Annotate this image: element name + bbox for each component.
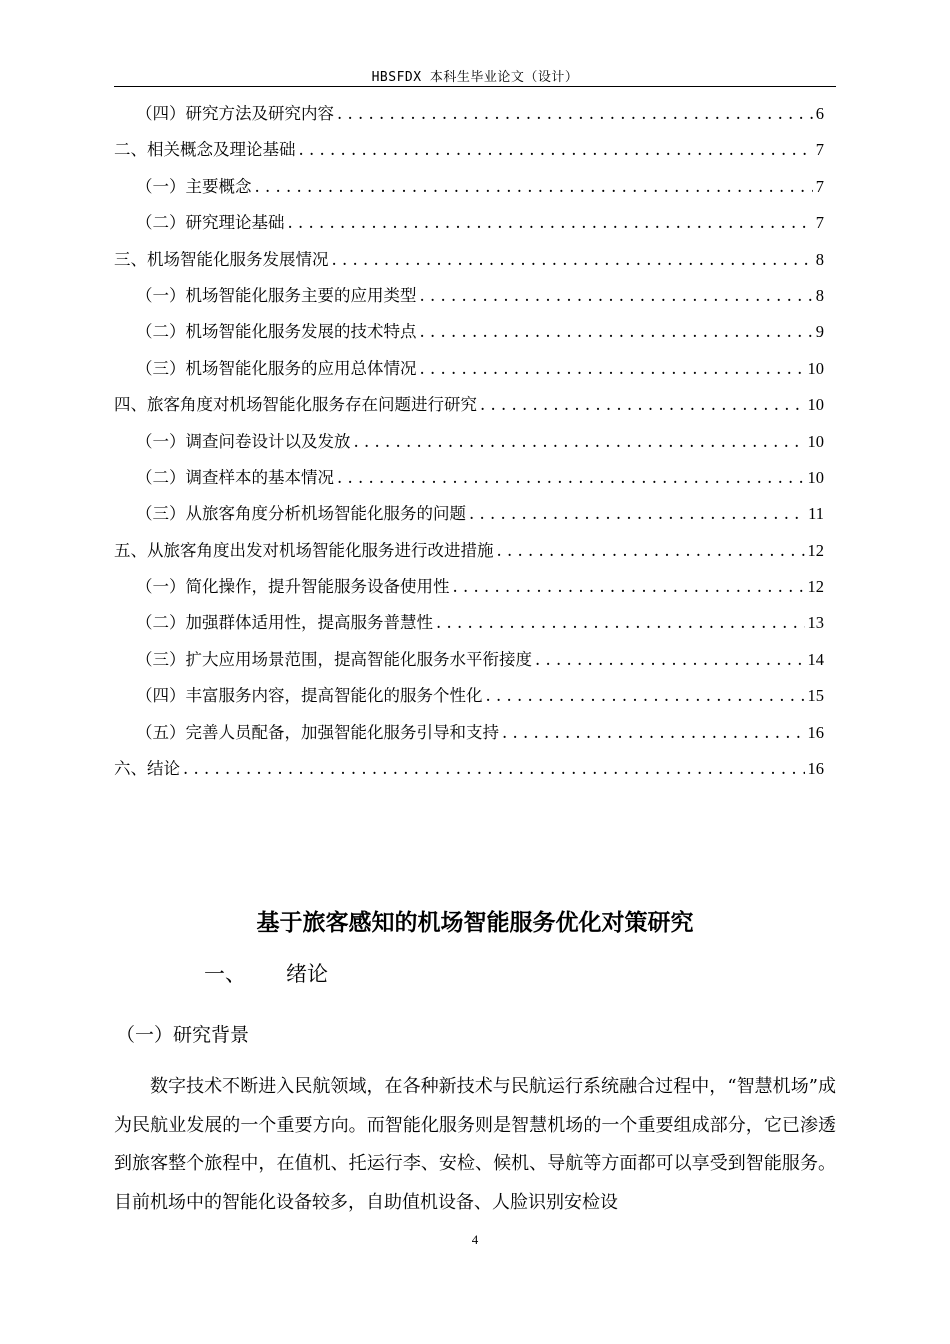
- toc-dot-leader: [436, 613, 805, 632]
- toc-dot-leader: [255, 177, 813, 196]
- toc-dot-leader: [337, 104, 813, 123]
- toc-dot-leader: [469, 504, 805, 523]
- toc-entry[interactable]: [114, 173, 824, 209]
- toc-entry-title: （四）研究方法及研究内容: [136, 104, 334, 123]
- toc-dot-leader: [299, 140, 813, 159]
- toc-dot-leader: [183, 759, 805, 778]
- toc-entry-title: 二、相关概念及理论基础: [114, 140, 296, 160]
- header-rule: [114, 86, 836, 87]
- toc-dot-leader: [288, 213, 813, 232]
- toc-dot-leader: [332, 250, 813, 269]
- toc-entry-title: （五）完善人员配备，加强智能化服务引导和支持: [136, 722, 499, 742]
- toc-dot-leader: [420, 322, 813, 341]
- toc-entry[interactable]: [114, 500, 824, 536]
- toc-dot-leader: [337, 468, 805, 487]
- toc-entry-page: 12: [807, 540, 824, 560]
- subsection-heading: （一）研究背景: [116, 1024, 250, 1046]
- toc-entry[interactable]: [114, 682, 824, 718]
- toc-entry-title: （二）研究理论基础: [136, 213, 285, 233]
- toc-entry-title: （二）机场智能化服务发展的技术特点: [136, 322, 417, 342]
- toc-entry-page: 9: [815, 322, 824, 342]
- section-heading: [204, 958, 328, 988]
- toc-entry[interactable]: [114, 646, 824, 682]
- toc-entry[interactable]: [114, 355, 824, 391]
- toc-entry[interactable]: [114, 136, 824, 172]
- toc-dot-leader: [480, 395, 805, 414]
- toc-entry[interactable]: [114, 100, 824, 136]
- toc-dot-leader: [535, 650, 805, 669]
- table-of-contents: [114, 100, 824, 791]
- toc-entry[interactable]: [114, 537, 824, 573]
- toc-entry-page: 10: [807, 467, 824, 487]
- toc-entry-title: （三）从旅客角度分析机场智能化服务的问题: [136, 504, 466, 524]
- toc-entry[interactable]: [114, 573, 824, 609]
- toc-entry[interactable]: [114, 755, 824, 791]
- toc-entry-title: 五、从旅客角度出发对机场智能化服务进行改进措施: [114, 540, 494, 560]
- toc-entry-title: （一）调查问卷设计以及发放: [136, 431, 351, 451]
- toc-entry-title: （一）机场智能化服务主要的应用类型: [136, 285, 417, 305]
- toc-entry-title: 六、结论: [114, 759, 180, 779]
- toc-entry-page: 15: [807, 686, 824, 706]
- toc-dot-leader: [420, 359, 805, 378]
- toc-entry-title: （一）主要概念: [136, 176, 252, 196]
- toc-entry[interactable]: [114, 246, 824, 282]
- toc-entry-title: （二）调查样本的基本情况: [136, 467, 334, 487]
- toc-entry-title: （二）加强群体适用性，提高服务普慧性: [136, 613, 433, 633]
- toc-entry-page: 16: [807, 759, 824, 779]
- toc-entry-page: 8: [815, 249, 824, 269]
- toc-entry-page: 7: [815, 213, 824, 233]
- page-number: 4: [471, 1232, 479, 1247]
- toc-dot-leader: [354, 432, 805, 451]
- toc-entry-title: （三）扩大应用场景范围，提高智能化服务水平衔接度: [136, 649, 532, 669]
- toc-entry-title: （四）丰富服务内容，提高智能化的服务个性化: [136, 686, 483, 706]
- toc-entry[interactable]: [114, 609, 824, 645]
- toc-dot-leader: [497, 541, 805, 560]
- toc-entry[interactable]: [114, 719, 824, 755]
- toc-dot-leader: [502, 723, 805, 742]
- toc-entry-page: 12: [807, 577, 824, 597]
- toc-entry[interactable]: [114, 209, 824, 245]
- toc-entry[interactable]: [114, 318, 824, 354]
- toc-entry-page: 10: [807, 431, 824, 451]
- toc-entry-title: 三、机场智能化服务发展情况: [114, 249, 329, 269]
- toc-entry[interactable]: [114, 282, 824, 318]
- toc-entry-page: 14: [807, 649, 824, 669]
- toc-dot-leader: [453, 577, 805, 596]
- body-paragraph: 数字技术不断进入民航领域，在各种新技术与民航运行系统融合过程中，“智慧机场”成为民航业发展的一个重要方向。而智能化服务则是智慧机场的一个重要组成部分，它已渗透到旅客整个旅程中，在值机、托运行李、安检、候机、导航等方面都可以享受到智能服务。目前机场中的智能化设备较多，自助值机设备、人脸识别安检设: [114, 1076, 836, 1213]
- page-header: HBSFDX 本科生毕业论文（设计）: [371, 70, 579, 85]
- toc-entry-page: 7: [815, 176, 824, 196]
- toc-dot-leader: [486, 686, 805, 705]
- section-number: 一、: [204, 962, 246, 986]
- toc-entry-page: 16: [807, 722, 824, 742]
- toc-entry-page: 8: [815, 285, 824, 305]
- toc-entry[interactable]: [114, 464, 824, 500]
- toc-dot-leader: [420, 286, 813, 305]
- toc-entry-title: （一）简化操作，提升智能服务设备使用性: [136, 577, 450, 597]
- toc-entry[interactable]: [114, 391, 824, 427]
- toc-entry-title: 四、旅客角度对机场智能化服务存在问题进行研究: [114, 395, 477, 415]
- toc-entry-title: （三）机场智能化服务的应用总体情况: [136, 358, 417, 378]
- section-title: 绪论: [286, 962, 328, 986]
- toc-entry-page: 13: [807, 613, 824, 633]
- paper-title: 基于旅客感知的机场智能服务优化对策研究: [256, 910, 694, 936]
- toc-entry-page: 11: [808, 504, 824, 524]
- toc-entry-page: 6: [815, 104, 824, 123]
- toc-entry-page: 10: [807, 358, 824, 378]
- toc-entry-page: 7: [815, 140, 824, 160]
- toc-entry[interactable]: [114, 428, 824, 464]
- toc-entry-page: 10: [807, 395, 824, 415]
